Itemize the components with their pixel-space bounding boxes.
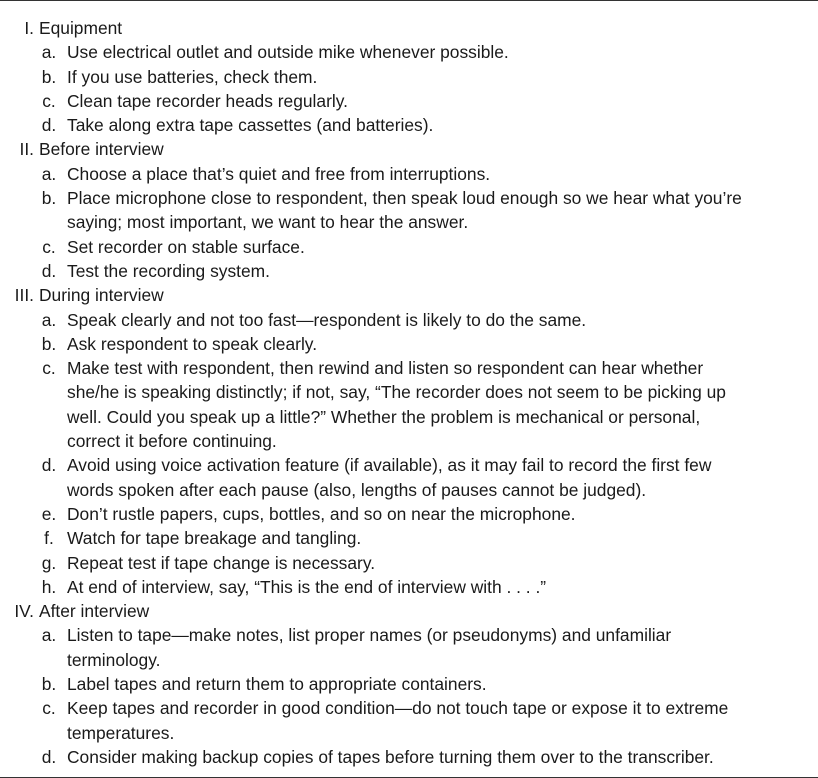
item-letter: c.: [42, 90, 56, 111]
checklist: [0, 16, 818, 769]
list-item: [0, 65, 818, 89]
item-letter: d.: [41, 455, 57, 476]
list-item: [0, 259, 818, 283]
list-item: [0, 575, 818, 599]
item-text-line: Set recorder on stable surface.: [67, 236, 305, 257]
item-text-line: Clean tape recorder heads regularly.: [67, 90, 348, 111]
section-numeral: III.: [14, 285, 34, 306]
item-text-line: Speak clearly and not too fast—respondent is likely to do the same.: [67, 309, 587, 330]
list-item: [0, 526, 818, 550]
item-text-line: If you use batteries, check them.: [67, 66, 318, 87]
item-letter: a.: [41, 625, 57, 646]
item-letter: c.: [42, 698, 56, 719]
item-text-line: Watch for tape breakage and tangling.: [67, 528, 362, 549]
item-text-line: Don’t rustle papers, cups, bottles, and so on near the microphone.: [67, 503, 576, 524]
list-item: [0, 502, 818, 526]
item-letter: f.: [44, 528, 54, 549]
item-text-line: Use electrical outlet and outside mike whenever possible.: [67, 42, 509, 63]
list-item: [0, 308, 818, 332]
item-text-line: Take along extra tape cassettes (and batteries).: [67, 115, 434, 136]
list-item: [0, 696, 818, 745]
section-title: Before interview: [39, 139, 164, 160]
item-letter: a.: [41, 42, 57, 63]
section: [0, 283, 818, 599]
list-item: [0, 623, 818, 672]
item-text-line: words spoken after each pause (also, lengths of pauses cannot be judged).: [67, 479, 647, 500]
list-item: [0, 745, 818, 769]
item-letter: e.: [41, 503, 57, 524]
item-text-line: well. Could you speak up a little?” Whether the problem is mechanical or personal,: [67, 406, 701, 427]
section-numeral: II.: [19, 139, 34, 160]
item-letter: b.: [41, 674, 57, 695]
item-text-line: Consider making backup copies of tapes before turning them over to the transcriber.: [67, 746, 714, 767]
section-numeral: IV.: [14, 601, 34, 622]
item-text-line: Ask respondent to speak clearly.: [67, 333, 318, 354]
item-letter: c.: [42, 358, 56, 379]
section-title: During interview: [39, 285, 164, 306]
list-item: [0, 551, 818, 575]
item-letter: g.: [41, 552, 57, 573]
list-item: [0, 113, 818, 137]
item-text-line: Listen to tape—make notes, list proper names (or pseudonyms) and unfamiliar: [67, 625, 672, 646]
section-heading: [0, 599, 818, 623]
list-item: [0, 186, 818, 235]
section-heading: [0, 137, 818, 161]
item-letter: a.: [41, 163, 57, 184]
section: [0, 599, 818, 769]
list-item: [0, 162, 818, 186]
list-item: [0, 89, 818, 113]
list-item: [0, 235, 818, 259]
item-letter: d.: [41, 260, 57, 281]
item-text-line: Make test with respondent, then rewind and listen so respondent can hear whether: [67, 358, 704, 379]
list-item: [0, 40, 818, 64]
section-title: Equipment: [39, 18, 123, 38]
item-text-line: Place microphone close to respondent, then speak loud enough so we hear what you’re: [67, 188, 742, 209]
item-letter: d.: [41, 746, 57, 767]
item-letter: b.: [41, 188, 57, 209]
item-text-line: terminology.: [67, 649, 161, 670]
list-item: [0, 332, 818, 356]
section-numeral: I.: [24, 18, 34, 38]
section: [0, 137, 818, 283]
item-text-line: correct it before continuing.: [67, 431, 277, 452]
section-title: After interview: [39, 601, 150, 622]
item-text-line: Test the recording system.: [67, 260, 270, 281]
list-item: [0, 356, 818, 453]
list-item: [0, 453, 818, 502]
item-letter: h.: [41, 576, 57, 597]
item-text-line: Repeat test if tape change is necessary.: [67, 552, 376, 573]
item-text-line: At end of interview, say, “This is the end of interview with . . . .”: [67, 576, 547, 597]
section-heading: [0, 16, 818, 40]
item-text-line: Choose a place that’s quiet and free from interruptions.: [67, 163, 491, 184]
item-text-line: saying; most important, we want to hear the answer.: [67, 212, 469, 233]
item-text-line: she/he is speaking distinctly; if not, say, “The recorder does not seem to be picking up: [67, 382, 726, 403]
item-letter: b.: [41, 66, 57, 87]
item-text-line: Avoid using voice activation feature (if available), as it may fail to record the first few: [67, 455, 712, 476]
item-letter: c.: [42, 236, 56, 257]
item-letter: d.: [41, 115, 57, 136]
section-heading: [0, 283, 818, 307]
item-text-line: temperatures.: [67, 722, 175, 743]
section: [0, 16, 818, 137]
list-item: [0, 672, 818, 696]
item-letter: a.: [41, 309, 57, 330]
item-text-line: Label tapes and return them to appropriate containers.: [67, 674, 487, 695]
item-text-line: Keep tapes and recorder in good condition—do not touch tape or expose it to extreme: [67, 698, 729, 719]
item-letter: b.: [41, 333, 57, 354]
